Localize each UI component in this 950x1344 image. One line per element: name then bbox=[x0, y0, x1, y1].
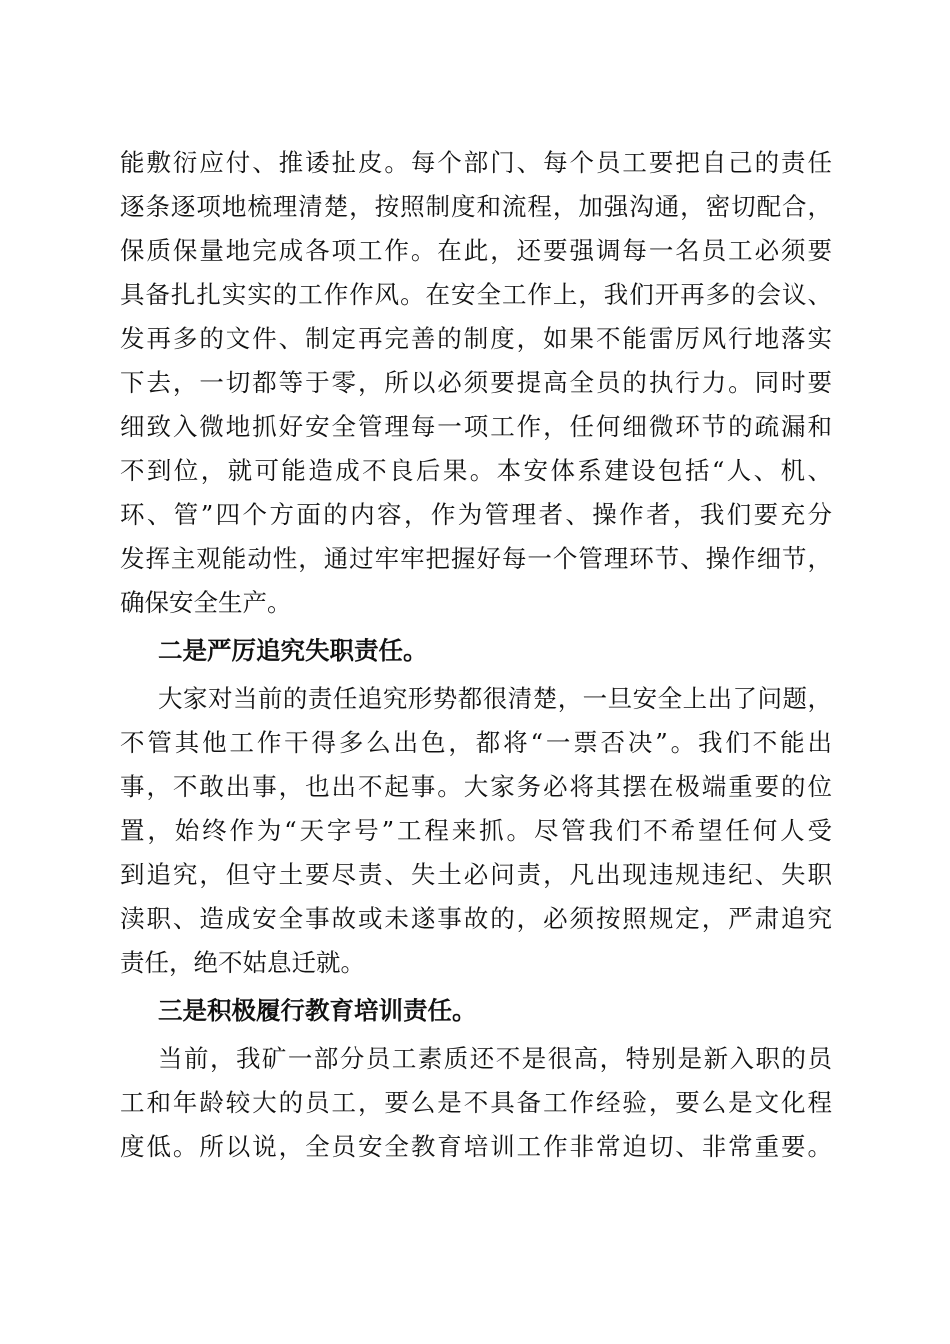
text-line: 发再多的文件、制定再完善的制度，如果不能雷厉风行地落实 bbox=[120, 324, 832, 353]
paragraph-first-line: 当前，我矿一部分员工素质还不是很高，特别是新入职的员 bbox=[158, 1044, 832, 1073]
section-heading-2: 二是严厉追究失职责任。 bbox=[158, 636, 428, 665]
text-line: 发挥主观能动性，通过牢牢把握好每一个管理环节、操作细节， bbox=[120, 544, 832, 573]
text-line: 环、管”四个方面的内容，作为管理者、操作者，我们要充分 bbox=[120, 500, 832, 529]
text-line: 渎职、造成安全事故或未遂事故的，必须按照规定，严肃追究 bbox=[120, 904, 832, 933]
text-line: 工和年龄较大的员工，要么是不具备工作经验，要么是文化程 bbox=[120, 1088, 832, 1117]
text-line: 能敷衍应付、推诿扯皮。每个部门、每个员工要把自己的责任 bbox=[120, 148, 832, 177]
text-line: 不管其他工作干得多么出色，都将“一票否决”。我们不能出 bbox=[120, 728, 832, 757]
text-line: 度低。所以说，全员安全教育培训工作非常迫切、非常重要。 bbox=[120, 1132, 832, 1161]
paragraph-end-line: 责任，绝不姑息迁就。 bbox=[120, 948, 365, 977]
text-line: 不到位，就可能造成不良后果。本安体系建设包括“人、机、 bbox=[120, 456, 832, 485]
section-heading-3: 三是积极履行教育培训责任。 bbox=[158, 996, 477, 1025]
text-line: 事，不敢出事，也出不起事。大家务必将其摆在极端重要的位 bbox=[120, 772, 832, 801]
paragraph-first-line: 大家对当前的责任追究形势都很清楚，一旦安全上出了问题， bbox=[158, 684, 832, 713]
text-line: 逐条逐项地梳理清楚，按照制度和流程，加强沟通，密切配合， bbox=[120, 192, 832, 221]
text-line: 保质保量地完成各项工作。在此，还要强调每一名员工必须要 bbox=[120, 236, 832, 265]
text-line: 下去，一切都等于零，所以必须要提高全员的执行力。同时要 bbox=[120, 368, 832, 397]
paragraph-end-line: 确保安全生产。 bbox=[120, 588, 292, 617]
text-line: 细致入微地抓好安全管理每一项工作，任何细微环节的疏漏和 bbox=[120, 412, 832, 441]
text-line: 到追究，但守土要尽责、失土必问责，凡出现违规违纪、失职 bbox=[120, 860, 832, 889]
text-line: 具备扎扎实实的工作作风。在安全工作上，我们开再多的会议、 bbox=[120, 280, 832, 309]
text-line: 置，始终作为“天字号”工程来抓。尽管我们不希望任何人受 bbox=[120, 816, 832, 845]
